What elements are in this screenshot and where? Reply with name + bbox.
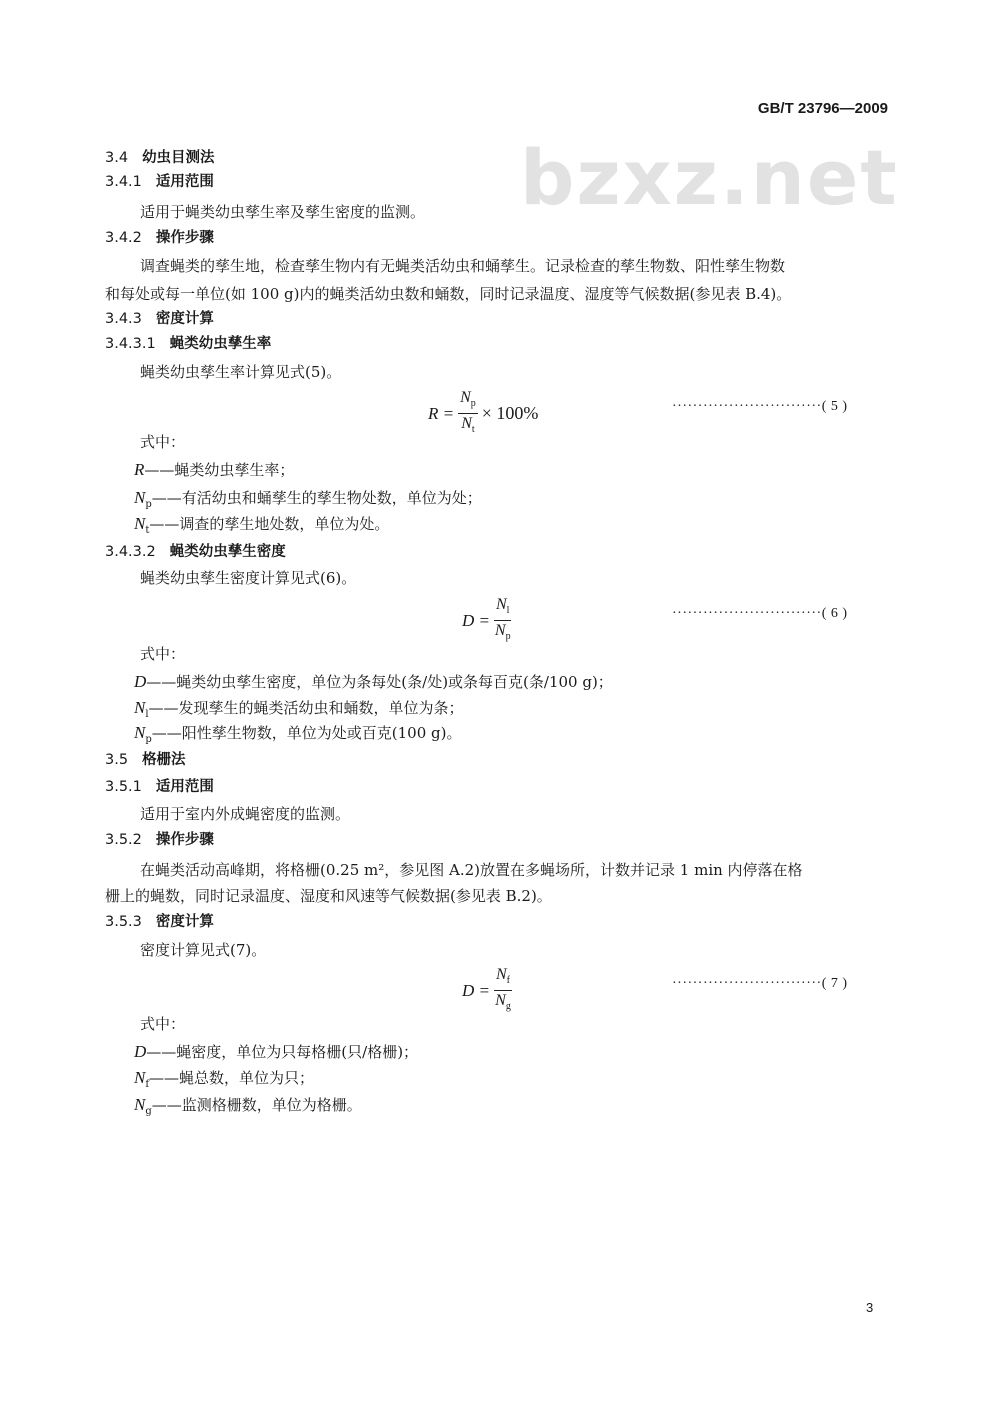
paragraph: 栅上的蝇数，同时记录温度、湿度和风速等气候数据(参见表 B.2)。 <box>105 887 552 905</box>
heading-3-5-1: 3.5.1 适用范围 <box>105 779 214 795</box>
heading-3-4-3: 3.4.3 密度计算 <box>105 311 214 327</box>
definition: $N_g——$监测格栅数，单位为格栅。 <box>134 1095 362 1117</box>
heading-3-4-3-2: 3.4.3.2 蝇类幼虫孳生密度 <box>105 544 286 560</box>
where-label: 式中： <box>140 645 186 663</box>
definition: $N_p——$阳性孳生物数，单位为处或百克(100 g)。 <box>134 723 462 745</box>
equation-6: D = $\frac{N_l}{N_p}$ <box>462 596 511 643</box>
heading-3-4-3-1: 3.4.3.1 蝇类幼虫孳生率 <box>105 336 272 352</box>
definition: D——蝇密度，单位为只每格栅(只/格栅)； <box>134 1042 419 1061</box>
paragraph: 调查蝇类的孳生地，检查孳生物内有无蝇类活幼虫和蛹孳生。记录检查的孳生物数、阳性孳生物数 <box>140 257 786 275</box>
equation-number: ·····························( 5 ) <box>672 399 848 414</box>
heading-3-4-2: 3.4.2 操作步骤 <box>105 230 214 246</box>
equation-7: D = $\frac{N_f}{N_g}$ <box>462 966 511 1013</box>
paragraph: 适用于室内外成蝇密度的监测。 <box>140 805 351 823</box>
definition: $N_t——$调查的孳生地处数，单位为处。 <box>134 514 390 536</box>
definition: $N_p——$有活幼虫和蛹孳生的孳生物处数，单位为处； <box>134 488 482 510</box>
heading-3-5-2: 3.5.2 操作步骤 <box>105 832 214 848</box>
paragraph: 和每处或每一单位(如 100 g)内的蝇类活幼虫数和蛹数，同时记录温度、湿度等气候数据(参见表 B.4)。 <box>105 285 792 303</box>
paragraph: 在蝇类活动高峰期，将格栅(0.25 m²，参见图 A.2)放置在多蝇场所，计数并记录 1 min 内停落在格 <box>140 861 803 879</box>
definition: R——蝇类幼虫孳生率； <box>134 460 295 479</box>
heading-3-4: 3.4 幼虫目测法 <box>105 150 215 166</box>
paragraph: 适用于蝇类幼虫孳生率及孳生密度的监测。 <box>140 203 426 221</box>
page-number: 3 <box>866 1300 874 1315</box>
equation-number: ·····························( 6 ) <box>672 606 848 621</box>
where-label: 式中： <box>140 1015 186 1033</box>
definition: D——蝇类幼虫孳生密度，单位为条每处(条/处)或条每百克(条/100 g)； <box>134 672 613 691</box>
heading-3-5-3: 3.5.3 密度计算 <box>105 914 214 930</box>
paragraph: 蝇类幼虫孳生密度计算见式(6)。 <box>140 569 357 587</box>
standard-id: GB/T 23796—2009 <box>757 100 888 117</box>
definition: $N_f——$蝇总数，单位为只； <box>134 1068 315 1090</box>
watermark: bzxz.net <box>520 133 899 222</box>
heading-3-4-1: 3.4.1 适用范围 <box>105 174 214 190</box>
paragraph: 密度计算见式(7)。 <box>140 941 267 959</box>
where-label: 式中： <box>140 433 186 451</box>
definition: $N_l——$发现孳生的蝇类活幼虫和蛹数，单位为条； <box>134 698 464 720</box>
heading-3-5: 3.5 格栅法 <box>105 752 186 768</box>
equation-5: R = $\frac{N_p}{N_t}$ × 100% <box>428 389 539 436</box>
paragraph: 蝇类幼虫孳生率计算见式(5)。 <box>140 363 342 381</box>
equation-number: ·····························( 7 ) <box>672 976 848 991</box>
